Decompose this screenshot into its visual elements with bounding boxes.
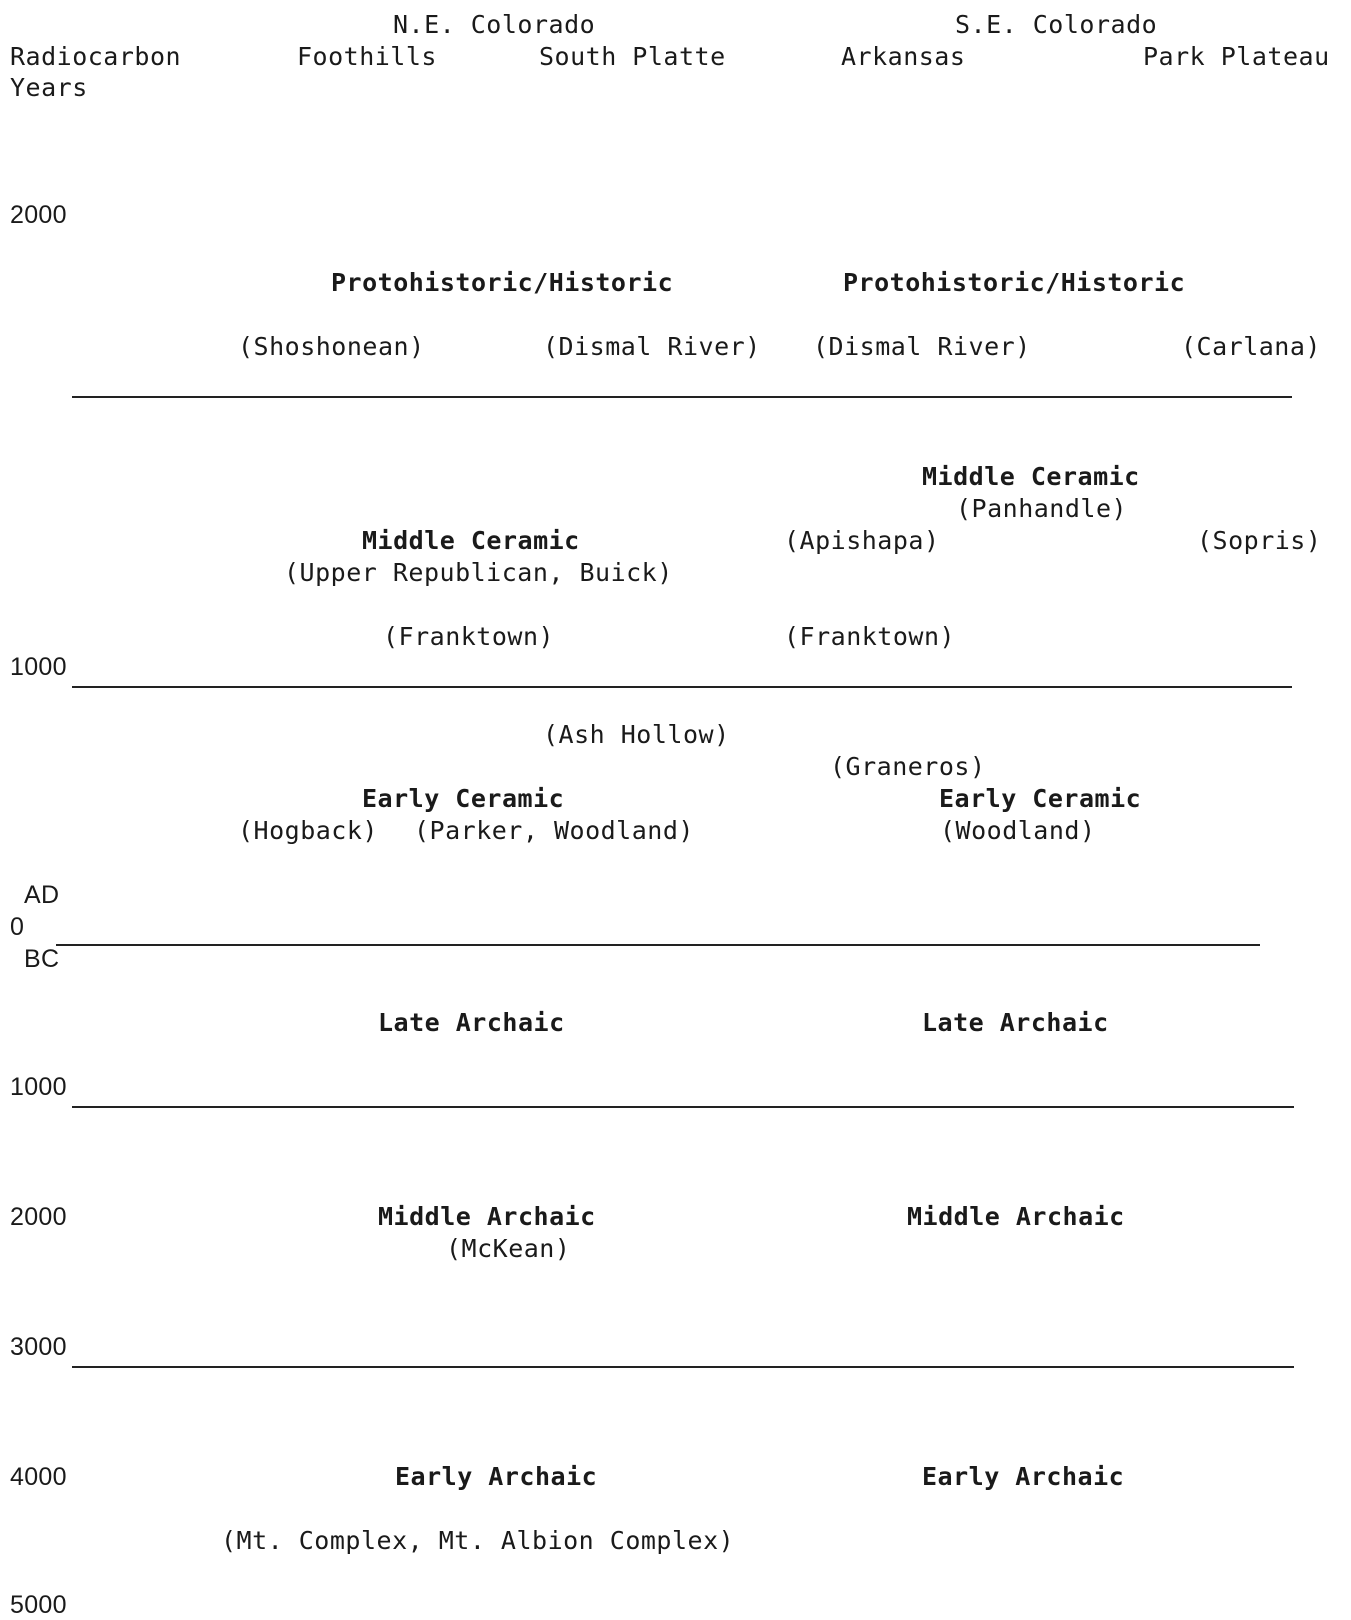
foothills-heading: Foothills: [297, 42, 437, 71]
ne-franktown-label: (Franktown): [383, 622, 555, 651]
se-carlana-label: (Carlana): [1181, 332, 1321, 361]
years-heading: Years: [10, 73, 88, 102]
year-label-3000-bc: 3000: [10, 1333, 67, 1361]
se-middle-archaic-label: Middle Archaic: [907, 1202, 1125, 1231]
boundary-line-3000-bc: [72, 1366, 1294, 1368]
ne-early-ceramic-label: Early Ceramic: [362, 784, 565, 813]
year-label-ad: AD: [24, 881, 60, 909]
year-label-zero: 0: [10, 913, 25, 941]
ne-mt-complex-label: (Mt. Complex, Mt. Albion Complex): [221, 1526, 735, 1555]
ne-shoshonean-label: (Shoshonean): [238, 332, 425, 361]
se-apishapa-label: (Apishapa): [784, 526, 940, 555]
year-label-1000-ad: 1000: [10, 653, 67, 681]
year-label-1000-bc: 1000: [10, 1073, 67, 1101]
year-label-4000-bc: 4000: [10, 1463, 67, 1491]
se-panhandle-label: (Panhandle): [956, 494, 1128, 523]
south-platte-heading: South Platte: [539, 42, 726, 71]
year-label-bc: BC: [24, 945, 60, 973]
se-dismal-river-label: (Dismal River): [813, 332, 1031, 361]
ne-upper-republican-label: (Upper Republican, Buick): [284, 558, 673, 587]
se-early-ceramic-label: Early Ceramic: [939, 784, 1142, 813]
ne-middle-ceramic-label: Middle Ceramic: [362, 526, 580, 555]
se-sopris-label: (Sopris): [1197, 526, 1322, 555]
se-early-archaic-label: Early Archaic: [922, 1462, 1125, 1491]
ne-dismal-river-label: (Dismal River): [543, 332, 761, 361]
boundary-line-1000-bc: [72, 1106, 1294, 1108]
ne-parker-woodland-label: (Parker, Woodland): [414, 816, 694, 845]
se-graneros-label: (Graneros): [830, 752, 986, 781]
ne-mckean-label: (McKean): [446, 1234, 571, 1263]
se-late-archaic-label: Late Archaic: [922, 1008, 1109, 1037]
year-label-5000-bc: 5000: [10, 1591, 67, 1619]
ne-colorado-heading: N.E. Colorado: [393, 10, 596, 39]
se-protohistoric-label: Protohistoric/Historic: [843, 268, 1186, 297]
boundary-line-1000-ad: [72, 686, 1292, 688]
ne-late-archaic-label: Late Archaic: [378, 1008, 565, 1037]
se-franktown-label: (Franktown): [784, 622, 956, 651]
ne-ash-hollow-label: (Ash Hollow): [543, 720, 730, 749]
ne-early-archaic-label: Early Archaic: [395, 1462, 598, 1491]
arkansas-heading: Arkansas: [841, 42, 966, 71]
boundary-line-protohistoric: [72, 396, 1292, 398]
ne-protohistoric-label: Protohistoric/Historic: [331, 268, 674, 297]
year-label-2000-ad: 2000: [10, 201, 67, 229]
park-plateau-heading: Park Plateau: [1143, 42, 1330, 71]
boundary-line-ad-bc: [56, 944, 1260, 946]
se-woodland-label: (Woodland): [940, 816, 1096, 845]
year-label-2000-bc: 2000: [10, 1203, 67, 1231]
ne-hogback-label: (Hogback): [238, 816, 378, 845]
se-colorado-heading: S.E. Colorado: [955, 10, 1158, 39]
ne-middle-archaic-label: Middle Archaic: [378, 1202, 596, 1231]
radiocarbon-heading: Radiocarbon: [10, 42, 182, 71]
se-middle-ceramic-label: Middle Ceramic: [922, 462, 1140, 491]
